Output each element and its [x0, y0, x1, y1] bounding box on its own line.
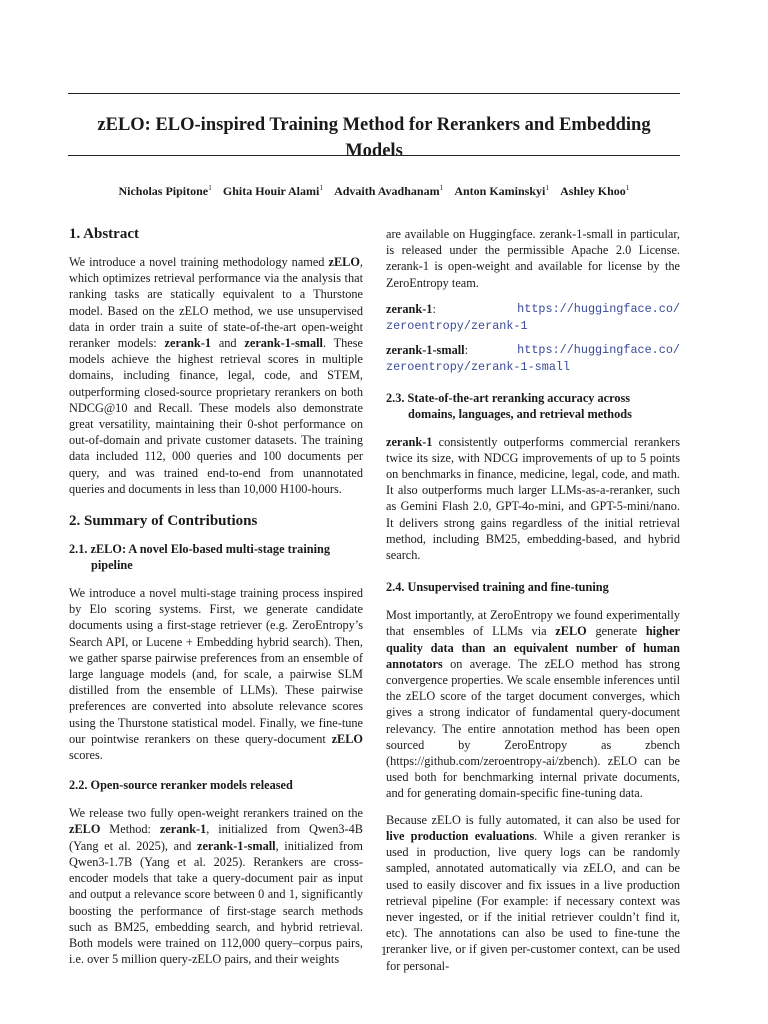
section-heading-abstract: 1. Abstract — [69, 226, 139, 242]
author-list — [68, 180, 680, 199]
subsection-heading-2-3: 2.3. State-of-the-art reranking accuracy across domains, languages, and retrieval methods — [386, 390, 632, 421]
abstract-paragraph: We introduce a novel training methodology named zELO, which optimizes retrieval performance via the analysis that ranking tasks are statically equivalent to a Thurstone model. Based on the zELO method, we use unsupervised data in order train a suite of state-of-the-art open-weight reranker models: zerank-1 and zerank-1-small. These models achieve the highest retrieval scores in multiple domains, including finance, legal, code, and STEM, outperforming closed-source proprietary rerankers on both NDCG@10 and Recall. These models also demonstrate great versatility, maintaining their 0-shot performance on out-of-domain and private customer datasets. The training data included 112, 000 queries and 100 documents per query, and was trained end-to-end from unannotated queries and documents in less than 10,000 H100-hours. — [69, 255, 364, 496]
model-link-zerank-1-small: zerank-1-small: https://huggingface.co/ zeroentropy/zerank-1-small — [386, 343, 680, 375]
author: Ashley Khoo$^1$ — [560, 183, 630, 198]
page-number: 1 — [380, 944, 388, 958]
subsection-heading-2-1: 2.1. zELO: A novel Elo-based multi-stage training pipeline — [69, 542, 330, 573]
title-rule-bottom — [68, 155, 680, 156]
section-heading-contributions: 2. Summary of Contributions — [69, 513, 258, 530]
subsection-heading-2-2: 2.2. Open-source reranker models released — [69, 778, 293, 793]
huggingface-link[interactable]: https://huggingface.co/ — [517, 301, 680, 316]
author: Nicholas Pipitone$^1$ — [118, 183, 212, 198]
huggingface-link-path[interactable]: zeroentropy/zerank-1-small — [386, 360, 571, 375]
subsection-heading-2-4: 2.4. Unsupervised training and fine-tuning — [386, 580, 609, 595]
huggingface-link-path[interactable]: zeroentropy/zerank-1 — [386, 319, 528, 334]
paragraph-2-4: Most importantly, at ZeroEntropy we found experimentally that ensembles of LLMs via zELO generate higher quality data than an equivalent number of human annotators on average. The zELO method has strong convergence properties. We scale ensemble inferences until the zELO score of the target document converges, which gives a strong indicator of fundamental query-document relevancy. The entire annotation method has been open sourced by ZeroEntropy as zbench (https://github.com/zeroentropy-ai/zbench). zELO can be used both for benchmarking internal private documents, and for generating domain-specific fine-tuning data. — [386, 608, 680, 801]
right-column — [386, 226, 680, 984]
author: Advaith Avadhanam$^1$ — [334, 183, 444, 198]
paragraph-2-4-second: Because zELO is fully automated, it can also be used for live production evaluations. While a given reranker is used in production, live query logs can be randomly sampled, annotated automatically via zELO, and can be used to easily discover and fix issues in a live production retrieval pipeline (For example: if necessary context was never ingested, or if the initial retriever couldn’t find it, etc). The annotations can also be used to fine-tune the reranker live, or if given per-customer context, can be used for personal- — [386, 812, 680, 973]
paragraph-2-3: zerank-1 consistently outperforms commercial rerankers twice its size, with NDCG improvements of up to 5 points on benchmarks in finance, medicine, legal, code, and math. It also outperforms much larger LLMs-as-a-reranker, such as Gemini Flash 2.0, GPT-4o-mini, and GPT-5-mini/nano. It delivers strong gains regardless of the initial retrieval method, including BM25, embedding-based, and hybrid search. — [386, 434, 680, 563]
author: Ghita Houir Alami$^1$ — [222, 183, 324, 198]
paragraph-2-2-continued: are available on Huggingface. zerank-1-small in particular, is released under the permissible Apache 2.0 License. zerank-1 is open-weight and available for license by the ZeroEntropy team. — [386, 227, 680, 290]
title-rule-top — [68, 93, 680, 94]
paragraph-2-1: We introduce a novel multi-stage training process inspired by Elo scoring systems. First, we generate candidate documents using a first-stage retriever (e.g. ZeroEntropy’s Search API, or Lucene + Embedding hybrid search). Then, we gather sparse pairwise preferences from an ensemble of large language models (and, for scale, a pairwise SLM distilled from the ensemble of LLMs). These pairwise preferences are converted into absolute relevance scores using the Thurstone statistical model. Finally, we fine-tune our pointwise rerankers on these query-document zELO scores. — [69, 586, 363, 763]
paragraph-2-2: We release two fully open-weight rerankers trained on the zELO Method: zerank-1, initialized from Qwen3-4B (Yang et al. 2025), and zerank-1-small, initialized from Qwen3-1.7B (Yang et al. 2025). Rerankers are cross-encoder models that take a query-document pair as input and output a relevance score between 0 and 1, significantly boosting the performance of first-stage search methods such as BM25, embedding search, and hybrid retrieval. Both models were trained on 112,000 query–corpus pairs, i.e. over 5 million query-zELO pairs, and their weights — [69, 806, 363, 967]
author: Anton Kaminskyi$^1$ — [454, 183, 550, 198]
huggingface-link[interactable]: https://huggingface.co/ — [517, 343, 680, 358]
paper-title: zELO: ELO-inspired Training Method for Rerankers and Embedding Models — [97, 115, 651, 161]
model-link-zerank-1: zerank-1: https://huggingface.co/ zeroentropy/zerank-1 — [386, 301, 680, 334]
left-column — [69, 224, 363, 977]
